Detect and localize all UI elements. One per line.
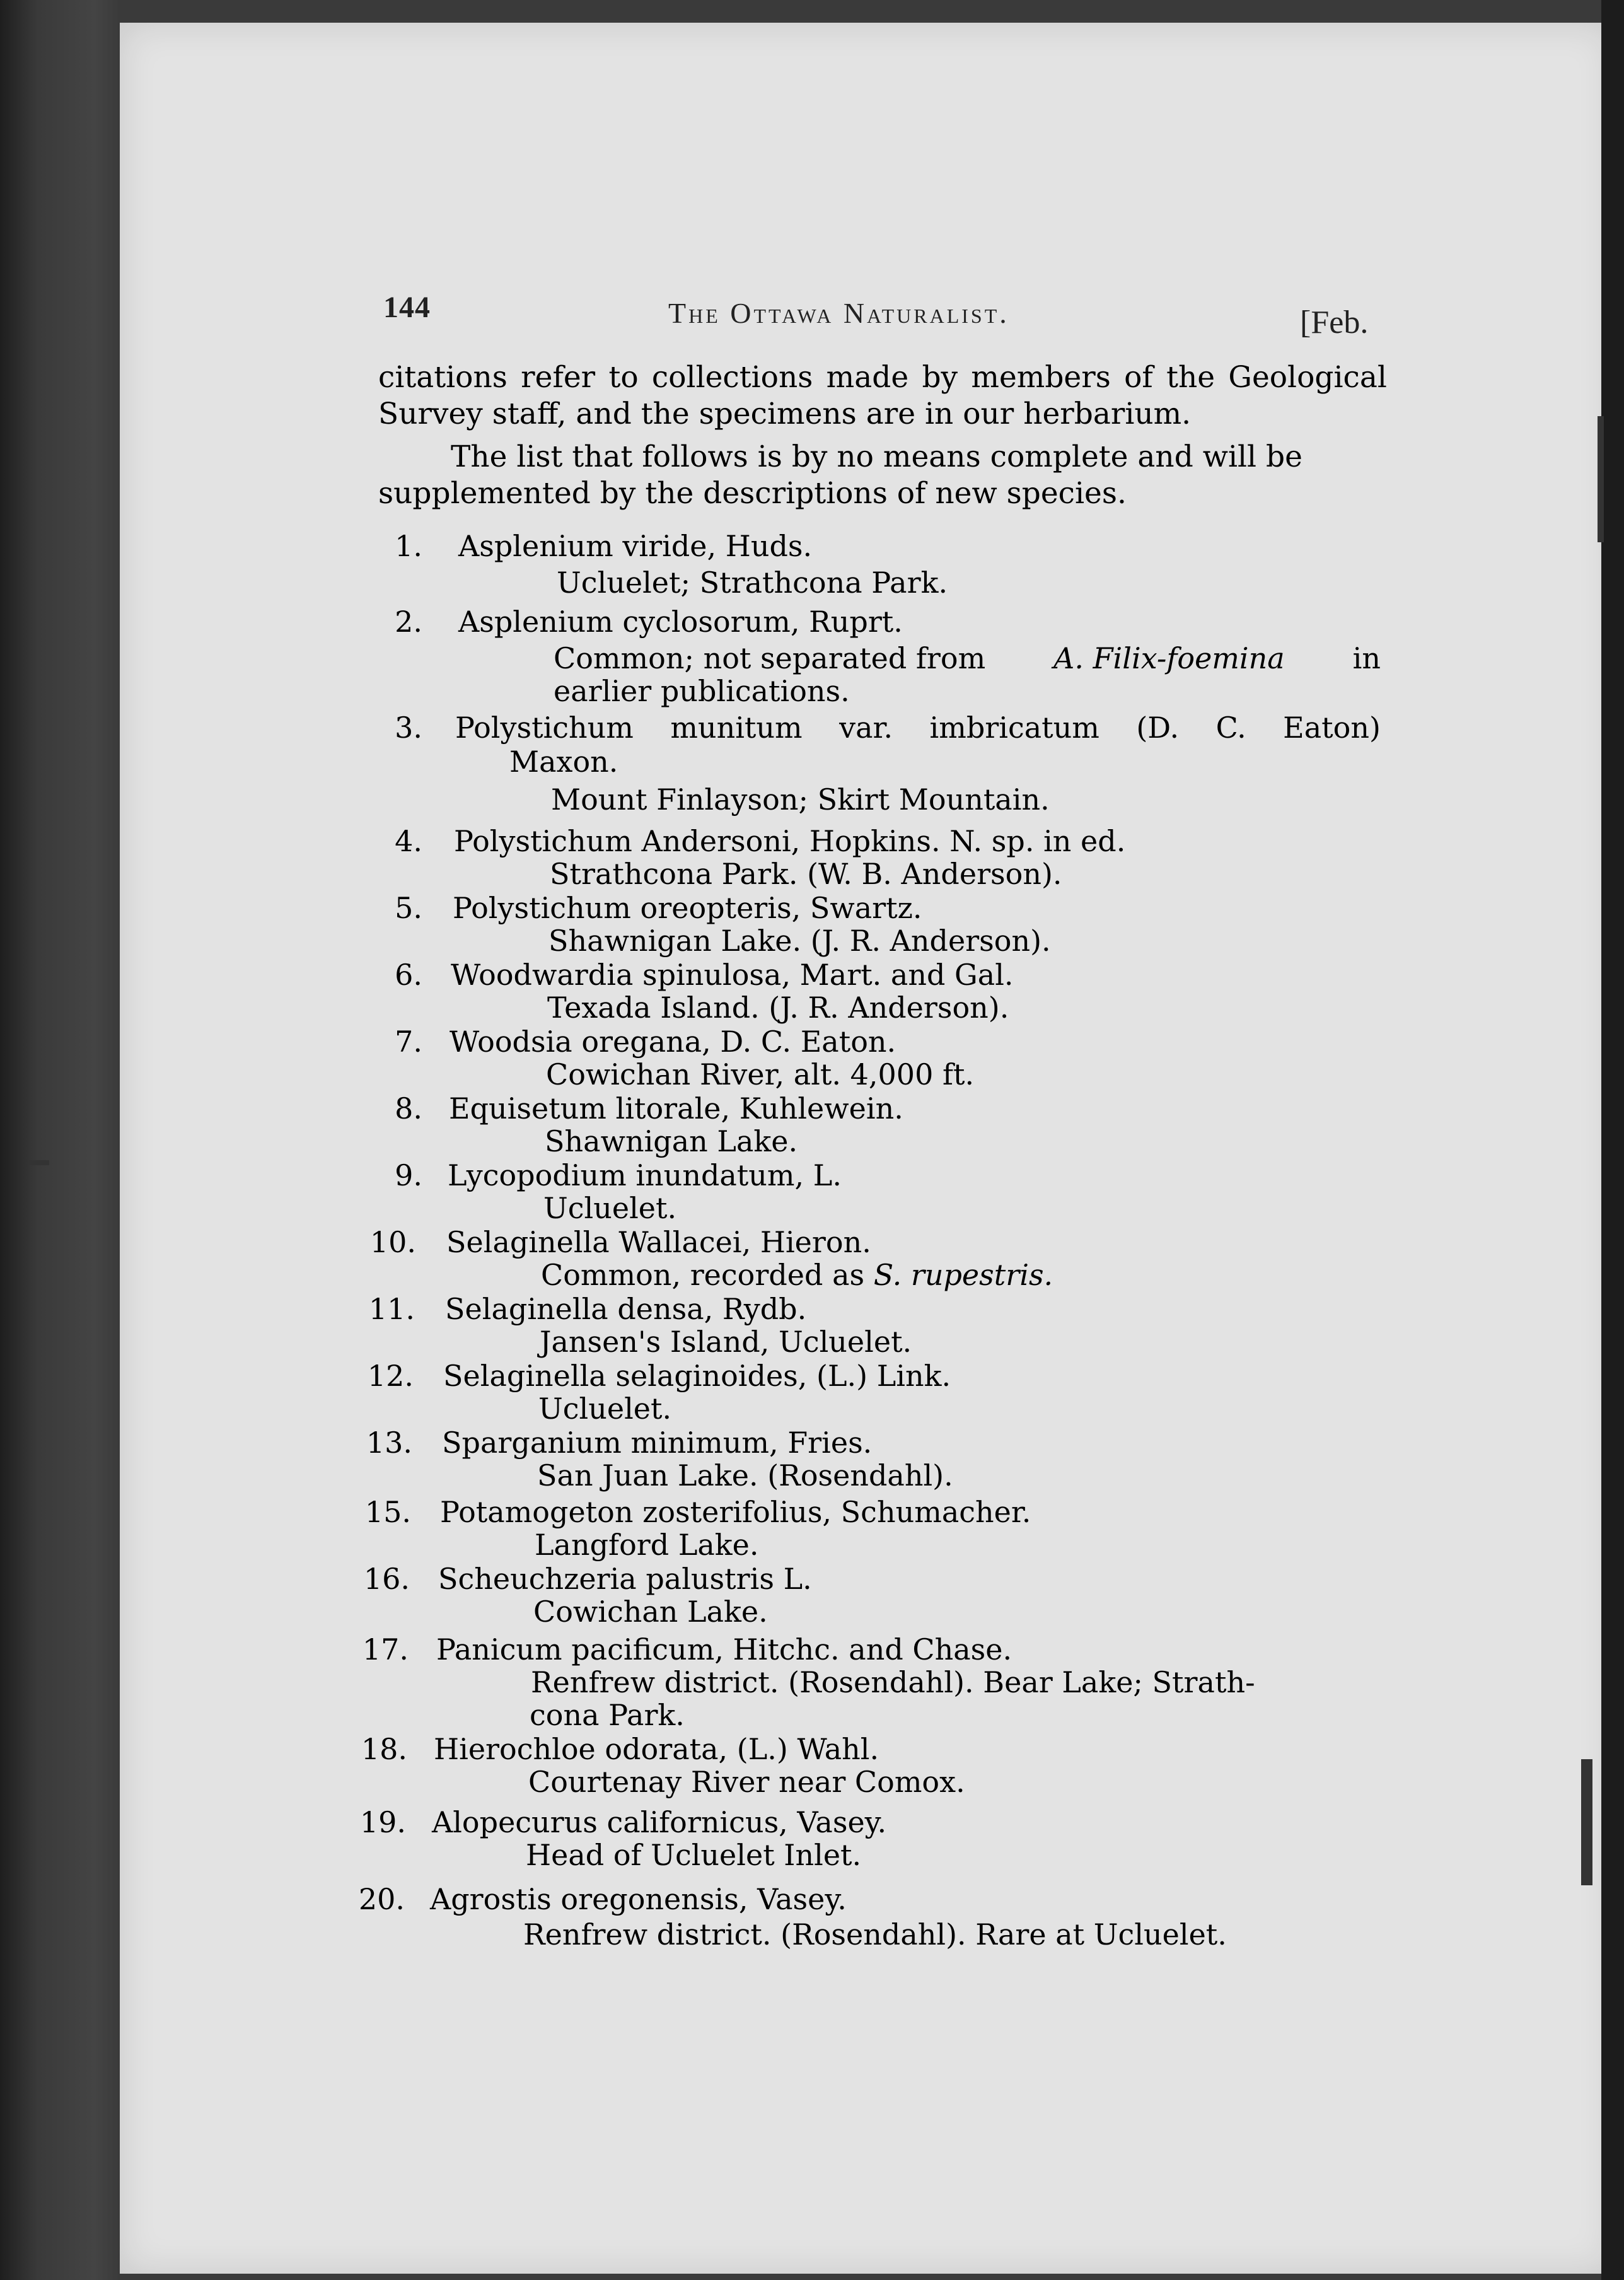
entry-number: 10. (369, 1225, 416, 1259)
species-locality: Head of Ucluelet Inlet. (526, 1838, 862, 1872)
species-name: Lycopodium inundatum, L. (448, 1158, 842, 1192)
word: imbricatum (929, 711, 1099, 745)
species-name: Potamogeton zosterifolius, Schumacher. (440, 1495, 1031, 1529)
locality-italic: A. Filix-foemina (1053, 641, 1285, 675)
species-locality: Ucluelet. (543, 1191, 677, 1225)
page-number: 144 (383, 291, 431, 324)
scan-right-edge (1601, 0, 1624, 2280)
species-locality: San Juan Lake. (Rosendahl). (537, 1458, 953, 1492)
intro-line: supplemented by the descriptions of new species. (378, 476, 1127, 511)
species-name: Polystichum oreopteris, Swartz. (453, 891, 922, 925)
species-name: Scheuchzeria palustris L. (438, 1562, 812, 1596)
entry-number: 17. (362, 1632, 409, 1666)
species-name: Polystichum Andersoni, Hopkins. N. sp. in ed. (454, 824, 1126, 858)
intro-line: The list that follows is by no means complete and will be (451, 439, 1302, 474)
species-name: Equisetum litorale, Kuhlewein. (449, 1091, 903, 1125)
species-name: Panicum pacificum, Hitchc. and Chase. (436, 1632, 1012, 1666)
species-name: Agrostis oregonensis, Vasey. (430, 1882, 847, 1916)
entry-number: 9. (395, 1158, 422, 1192)
entry-number: 19. (359, 1805, 406, 1839)
entry-number: 15. (364, 1495, 411, 1529)
species-name: Asplenium viride, Huds. (458, 529, 813, 563)
entry-number: 12. (367, 1359, 414, 1393)
intro-text (378, 359, 1387, 512)
entry-number: 16. (363, 1562, 410, 1596)
word: by (922, 360, 958, 395)
entry-number: 20. (358, 1882, 405, 1916)
entry-number: 2. (395, 605, 422, 639)
binding-mark-bottom (1581, 1759, 1592, 1885)
word: members (971, 360, 1111, 395)
intro-line: Survey staff, and the specimens are in our herbarium. (378, 397, 1192, 431)
species-name: Alopecurus californicus, Vasey. (432, 1805, 887, 1839)
species-name: Asplenium cyclosorum, Ruprt. (458, 605, 903, 639)
word: made (826, 360, 909, 395)
species-locality: Cowichan Lake. (533, 1595, 768, 1629)
word: the (1166, 360, 1215, 395)
intro-paragraph-2 (378, 439, 1387, 512)
locality-text: Common; not separated from (554, 641, 986, 675)
species-locality: Langford Lake. (535, 1528, 759, 1562)
binding-mark-top (1598, 416, 1604, 542)
entry-number: 7. (395, 1025, 422, 1059)
intro-paragraph-1 (378, 359, 1387, 433)
species-name: Woodwardia spinulosa, Mart. and Gal. (451, 958, 1014, 992)
locality-italic: S. rupestris. (873, 1258, 1053, 1292)
species-name: Woodsia oregana, D. C. Eaton. (450, 1025, 896, 1059)
word: Polystichum (455, 711, 634, 745)
species-locality: Jansen's Island, Ucluelet. (540, 1325, 912, 1359)
locality-text: Common, recorded as (541, 1258, 865, 1292)
word: citations (378, 360, 508, 395)
species-name: Selaginella densa, Rydb. (445, 1292, 807, 1326)
word: to (608, 360, 639, 395)
species-locality: Renfrew district. (Rosendahl). Bear Lake; Strath- (531, 1665, 1255, 1699)
species-locality: Texada Island. (J. R. Anderson). (547, 991, 1009, 1025)
species-locality: Ucluelet. (538, 1392, 672, 1426)
word: C. (1215, 711, 1246, 745)
species-locality: Ucluelet; Strathcona Park. (557, 566, 948, 600)
species-locality: Shawnigan Lake. (J. R. Anderson). (548, 924, 1051, 958)
entry-number: 8. (395, 1091, 422, 1125)
entry-number: 3. (395, 711, 422, 745)
species-locality-continued: cona Park. (530, 1698, 685, 1732)
species-locality: Mount Finlayson; Skirt Mountain. (551, 782, 1050, 817)
intro-line (378, 359, 1387, 396)
species-name: Sparganium minimum, Fries. (442, 1426, 873, 1460)
species-name: Selaginella selaginoides, (L.) Link. (443, 1359, 951, 1393)
word: (D. (1136, 711, 1180, 745)
species-locality (541, 1259, 1053, 1291)
journal-title: The Ottawa Naturalist. (668, 297, 1009, 329)
species-name: Selaginella Wallacei, Hieron. (446, 1225, 871, 1259)
locality-text: in (1352, 641, 1381, 675)
species-locality: Shawnigan Lake. (545, 1124, 798, 1158)
word: of (1124, 360, 1153, 395)
species-name (455, 711, 1381, 744)
word: refer (521, 360, 596, 395)
margin-tick (28, 1160, 49, 1165)
species-locality: Strathcona Park. (W. B. Anderson). (550, 857, 1062, 891)
species-name-continued: Maxon. (509, 745, 618, 779)
species-locality: Cowichan River, alt. 4,000 ft. (546, 1057, 975, 1091)
issue-month: [Feb. (1300, 305, 1369, 340)
word: Geological (1228, 360, 1387, 395)
species-locality: Courtenay River near Comox. (528, 1765, 965, 1799)
word: Eaton) (1283, 711, 1381, 745)
entry-number: 13. (366, 1426, 412, 1460)
entry-number: 18. (361, 1732, 407, 1766)
entry-number: 5. (395, 891, 422, 925)
word: var. (839, 711, 893, 745)
entry-number: 1. (395, 529, 422, 563)
species-locality-continued: earlier publications. (554, 674, 850, 708)
entry-number: 11. (368, 1292, 415, 1326)
species-name: Hierochloe odorata, (L.) Wahl. (434, 1732, 879, 1766)
entry-number: 4. (395, 824, 422, 858)
word: munitum (670, 711, 803, 745)
species-locality (554, 642, 1381, 675)
word: collections (651, 360, 813, 395)
entry-number: 6. (395, 958, 422, 992)
species-locality: Renfrew district. (Rosendahl). Rare at Ucluelet. (523, 1917, 1227, 1951)
